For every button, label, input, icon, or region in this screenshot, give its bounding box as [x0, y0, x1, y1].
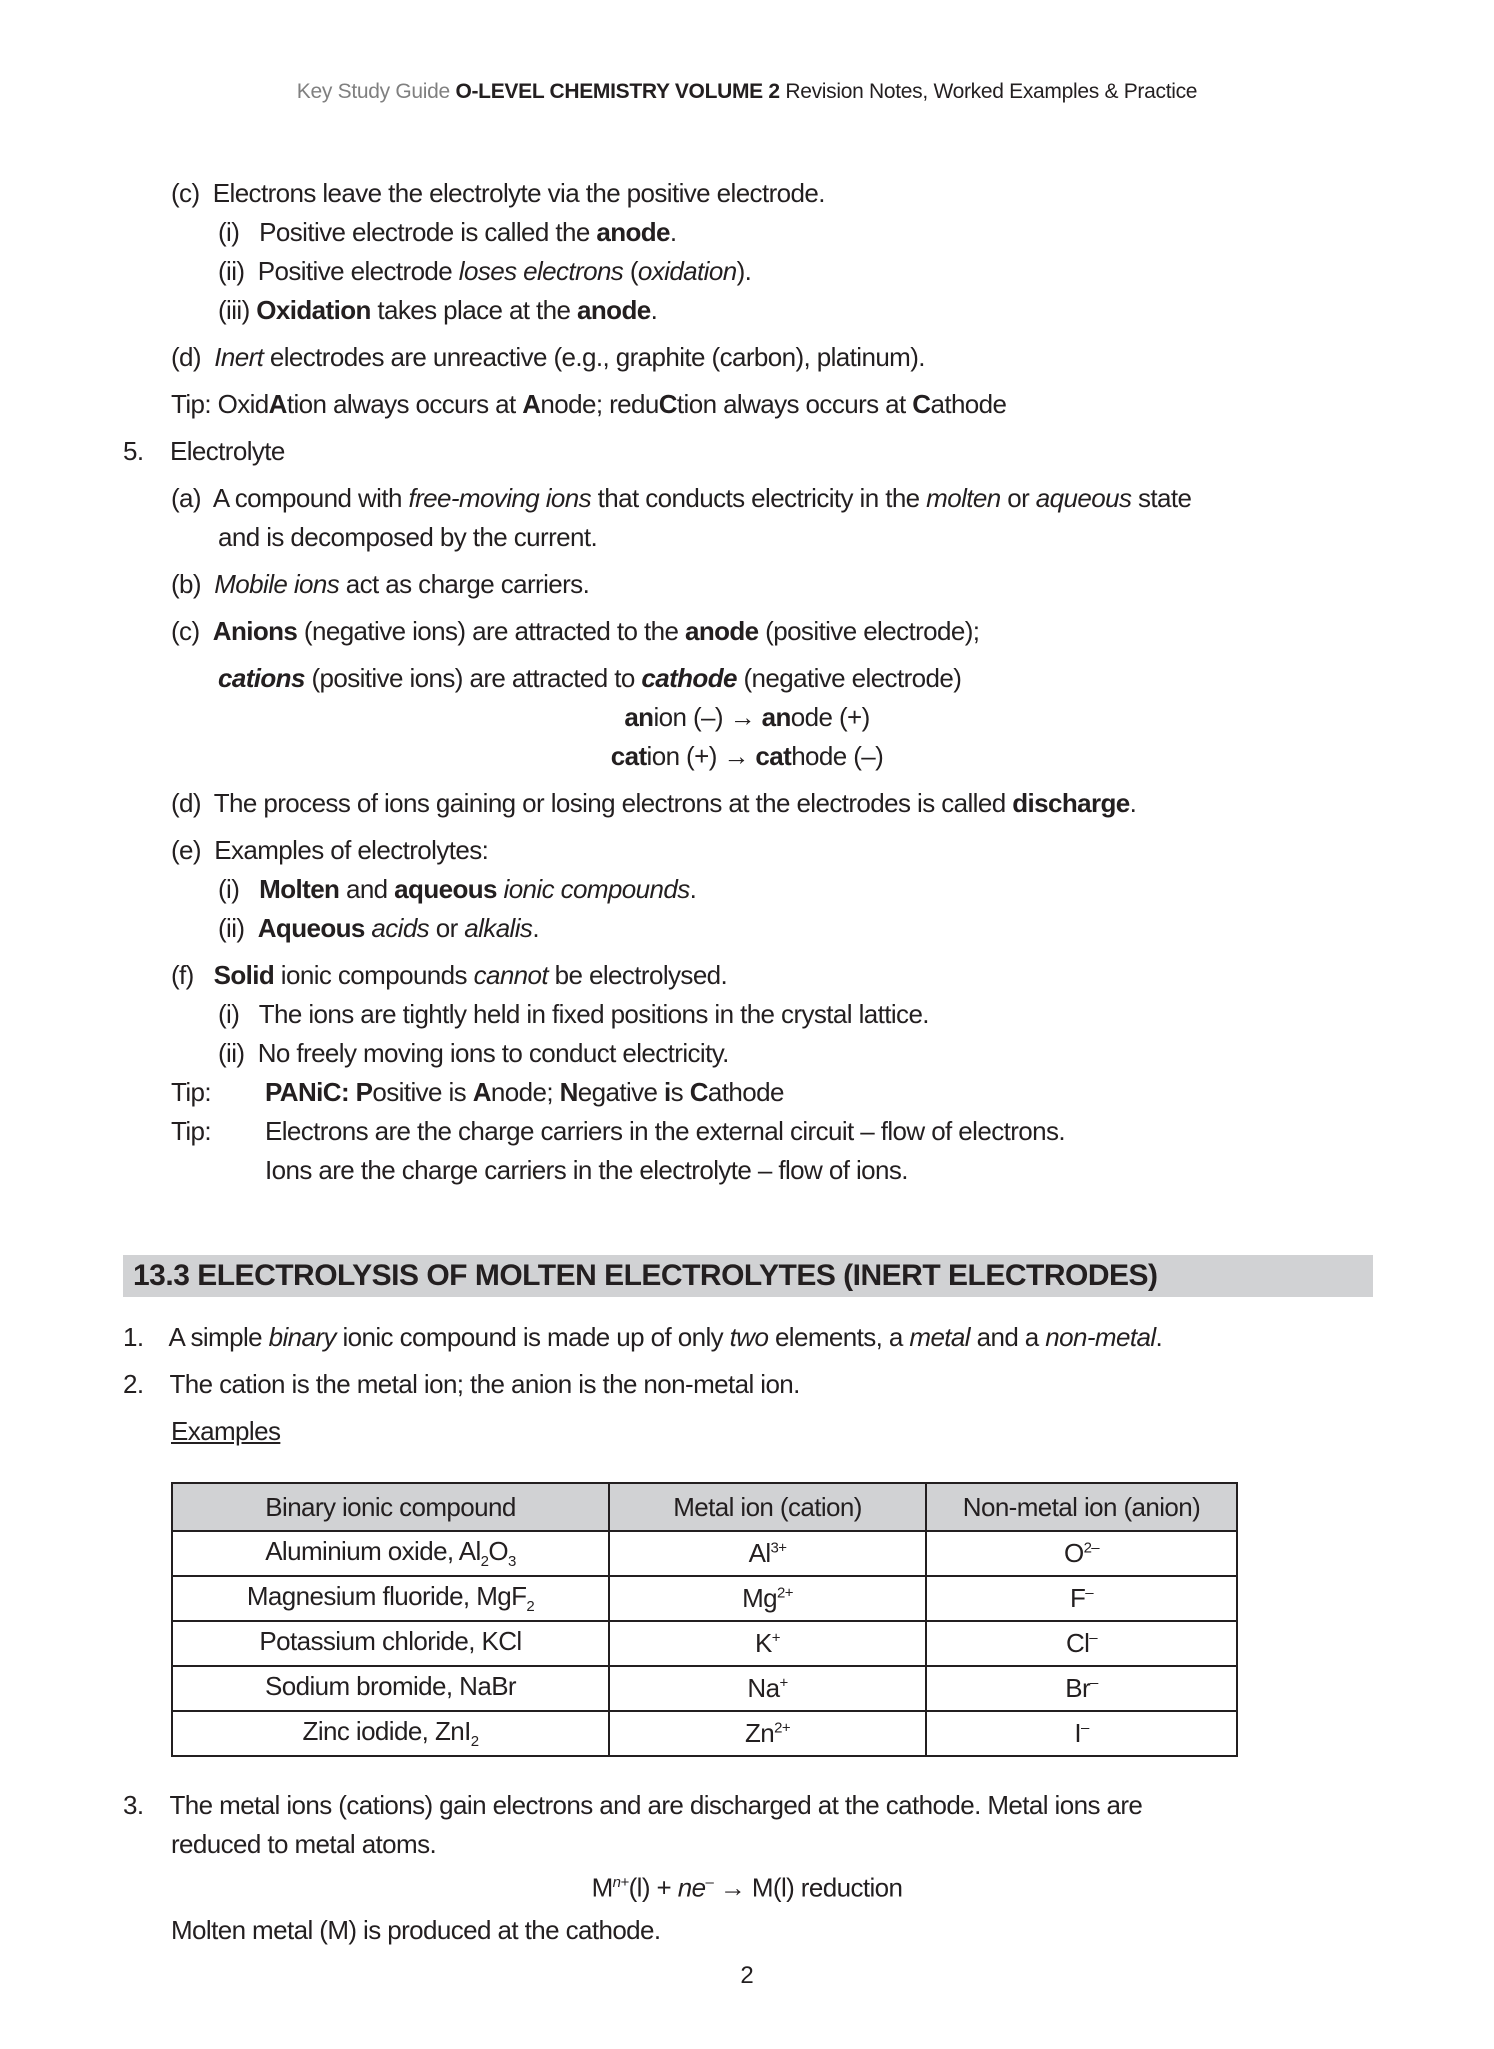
item-3-line3: Molten metal (M) is produced at the cathode. [171, 1915, 661, 1945]
column-header: Non-metal ion (anion) [926, 1483, 1237, 1531]
table-row [172, 1711, 1237, 1756]
tip-charge-carriers-1: Electrons are the charge carriers in the external circuit – flow of electrons. [265, 1116, 1066, 1146]
item-5d: (d) The process of ions gaining or losing electrons at the electrodes is called discharge. [171, 788, 1137, 818]
compound-cell: Potassium chloride, KCl [172, 1621, 609, 1666]
item-5e: (e) Examples of electrolytes: [171, 835, 489, 865]
examples-label: Examples [171, 1416, 281, 1446]
page-number: 2 [740, 1962, 754, 1989]
item-5f: (f) Solid ionic compounds cannot be electrolysed. [171, 960, 728, 990]
tip-panic: PANiC: Positive is Anode; Negative is Cathode [265, 1077, 784, 1107]
equation-anion: anion (–) → anode (+) [624, 702, 870, 732]
equation-cation: cation (+) → cathode (–) [610, 741, 884, 771]
item-5c: (c) Anions (negative ions) are attracted to the anode (positive electrode); [171, 616, 980, 646]
item-5c-line2: cations (positive ions) are attracted to cathode (negative electrode) [218, 663, 962, 693]
item-5e-i: (i) Molten and aqueous ionic compounds. [218, 874, 697, 904]
cation-cell: $Mg^{2+}$ [609, 1576, 926, 1621]
anion-cell: Cl– [926, 1621, 1237, 1666]
item-3-metal-ions: 3. The metal ions (cations) gain electrons and are discharged at the cathode. Metal ions are [123, 1790, 1143, 1820]
item-c-i: (i) Positive electrode is called the anode. [218, 217, 677, 247]
anion-cell: Br– [926, 1666, 1237, 1711]
ionic-compounds-table [171, 1482, 1238, 1757]
table-header-row [172, 1483, 1237, 1531]
compound-cell: Zinc iodide, ZnI$_2$ [172, 1711, 609, 1756]
anion-cell: F– [926, 1576, 1237, 1621]
tip-label-1: Tip: [171, 1077, 211, 1107]
reduction-equation: $M^{n+}(l) + ne^- \to M(l)$ reduction [591, 1872, 903, 1903]
item-5-electrolyte: 5. Electrolyte [123, 436, 285, 466]
cation-cell: $Al^{3+}$ [609, 1531, 926, 1576]
item-5b: (b) Mobile ions act as charge carriers. [171, 569, 590, 599]
item-c-ii: (ii) Positive electrode loses electrons (oxidation). [218, 256, 752, 286]
table-row [172, 1621, 1237, 1666]
column-header: Binary ionic compound [172, 1483, 609, 1531]
cation-cell: $Zn^{2+}$ [609, 1711, 926, 1756]
tip-oxidation: Tip: OxidAtion always occurs at Anode; reduCtion always occurs at Cathode [171, 389, 1007, 419]
cation-cell: Na+ [609, 1666, 926, 1711]
item-5a: (a) A compound with free-moving ions that conducts electricity in the molten or aqueous state [171, 483, 1192, 513]
table-row [172, 1666, 1237, 1711]
tip-label-2: Tip: [171, 1116, 211, 1146]
running-header: Key Study Guide O-LEVEL CHEMISTRY VOLUME 2 Revision Notes, Worked Examples & Practice [296, 80, 1198, 103]
item-d: (d) Inert electrodes are unreactive (e.g., graphite (carbon), platinum). [171, 342, 925, 372]
item-c: (c) Electrons leave the electrolyte via the positive electrode. [171, 178, 825, 208]
table-row [172, 1576, 1237, 1621]
compound-cell: Sodium bromide, NaBr [172, 1666, 609, 1711]
item-3-line2: reduced to metal atoms. [171, 1829, 437, 1859]
item-5f-i: (i) The ions are tightly held in fixed positions in the crystal lattice. [218, 999, 929, 1029]
tip-charge-carriers-2: Ions are the charge carriers in the electrolyte – flow of ions. [265, 1155, 908, 1185]
item-5a-line2: and is decomposed by the current. [218, 522, 598, 552]
cation-cell: K+ [609, 1621, 926, 1666]
table-row [172, 1531, 1237, 1576]
column-header: Metal ion (cation) [609, 1483, 926, 1531]
compound-cell: Magnesium fluoride, MgF$_2$ [172, 1576, 609, 1621]
anion-cell: I– [926, 1711, 1237, 1756]
anion-cell: $O^{2-}$ [926, 1531, 1237, 1576]
item-c-iii: (iii) Oxidation takes place at the anode. [218, 295, 658, 325]
item-5f-ii: (ii) No freely moving ions to conduct electricity. [218, 1038, 729, 1068]
item-5e-ii: (ii) Aqueous acids or alkalis. [218, 913, 539, 943]
item-2-cation: 2. The cation is the metal ion; the anion is the non-metal ion. [123, 1369, 800, 1399]
item-1-binary: 1. A simple binary ionic compound is made up of only two elements, a metal and a non-metal. [123, 1322, 1163, 1352]
section-heading: 13.3 ELECTROLYSIS OF MOLTEN ELECTROLYTES (INERT ELECTRODES) [123, 1255, 1373, 1297]
compound-cell: Aluminium oxide, $Al_2O_3$ [172, 1531, 609, 1576]
